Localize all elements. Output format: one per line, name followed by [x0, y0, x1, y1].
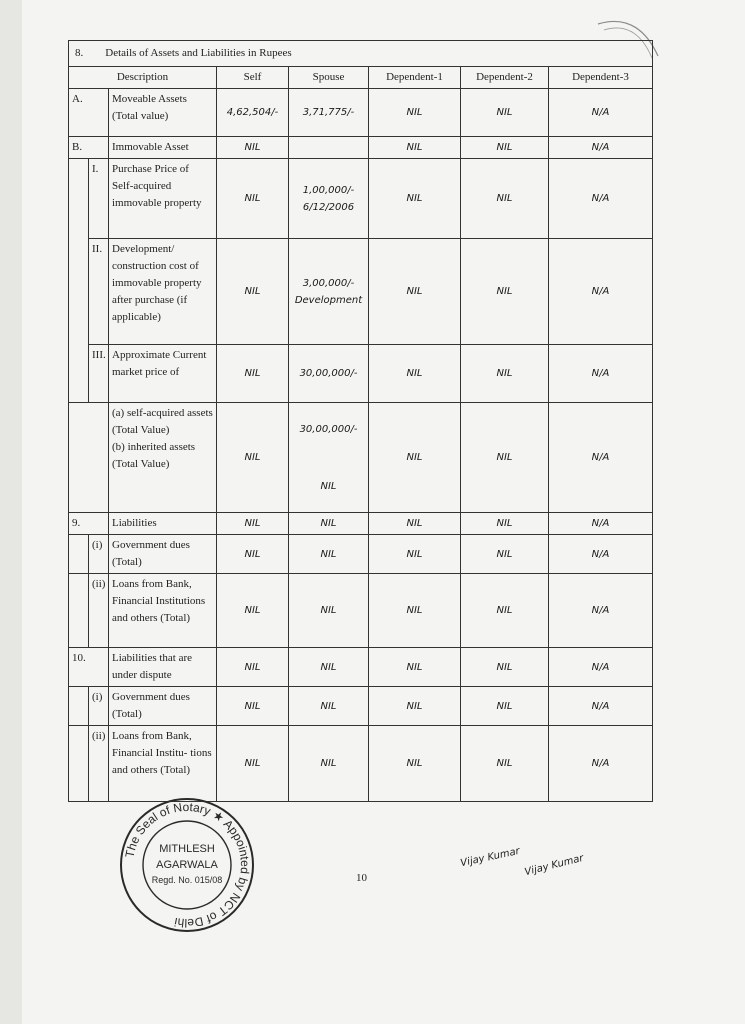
col-spouse: Spouse	[289, 67, 369, 89]
value-spouse: NIL	[289, 726, 369, 802]
row-code: III.	[89, 345, 109, 403]
value-dependent-2: NIL	[461, 726, 549, 802]
value-spouse: 30,00,000/-	[289, 345, 369, 403]
row-label: Moveable Assets (Total value)	[109, 89, 217, 137]
value-dependent-1: NIL	[369, 239, 461, 345]
section-8-title: Details of Assets and Liabilities in Rupees	[105, 47, 292, 59]
column-header-row	[69, 67, 653, 89]
value-dependent-3: N/A	[549, 726, 653, 802]
value-dependent-1: NIL	[369, 574, 461, 648]
value-dependent-3: N/A	[549, 345, 653, 403]
value-self: 4,62,504/-	[217, 89, 289, 137]
row-self-acquired-inherited	[69, 403, 653, 513]
seal-ring-text: The Seal of Notary ★ Appointed by NCT of Delhi	[122, 799, 253, 931]
row-label: Government dues (Total)	[109, 535, 217, 574]
row-liabilities	[69, 513, 653, 535]
value-dependent-2: NIL	[461, 574, 549, 648]
row-label: Government dues (Total)	[109, 687, 217, 726]
value-self: NIL	[217, 648, 289, 687]
value-self: NIL	[217, 574, 289, 648]
value-dependent-3: N/A	[549, 403, 653, 513]
value-dependent-3: N/A	[549, 239, 653, 345]
value-dependent-2: NIL	[461, 687, 549, 726]
row-code: 9.	[69, 513, 109, 535]
value-self: NIL	[217, 403, 289, 513]
row-government-dues-10	[69, 687, 653, 726]
value-dependent-2: NIL	[461, 513, 549, 535]
row-disputed-liabilities	[69, 648, 653, 687]
col-dependent-1: Dependent-1	[369, 67, 461, 89]
row-development-cost	[69, 239, 653, 345]
value-dependent-1: NIL	[369, 513, 461, 535]
value-dependent-2: NIL	[461, 345, 549, 403]
row-immovable-asset	[69, 137, 653, 159]
col-dependent-2: Dependent-2	[461, 67, 549, 89]
value-dependent-3: N/A	[549, 513, 653, 535]
row-government-dues-9	[69, 535, 653, 574]
page-number: 10	[356, 872, 367, 884]
indent-cell	[69, 403, 109, 513]
row-code: I.	[89, 159, 109, 239]
row-code: (ii)	[89, 574, 109, 648]
row-loans-10	[69, 726, 653, 802]
row-label: Loans from Bank, Financial Institutions and others (Total)	[109, 574, 217, 648]
notary-seal	[118, 796, 256, 934]
value-spouse	[289, 403, 369, 513]
value-spouse: NIL	[289, 535, 369, 574]
value-dependent-3: N/A	[549, 159, 653, 239]
label-self-acquired: (a) self-acquired assets (Total Value)	[112, 407, 213, 436]
value-dependent-2: NIL	[461, 137, 549, 159]
value-dependent-3: N/A	[549, 89, 653, 137]
value-dependent-1: NIL	[369, 648, 461, 687]
row-code: (i)	[89, 687, 109, 726]
row-moveable-assets	[69, 89, 653, 137]
value-dependent-1: NIL	[369, 345, 461, 403]
value-self: NIL	[217, 535, 289, 574]
value-spouse: NIL	[289, 687, 369, 726]
row-label: Liabilities	[109, 513, 217, 535]
row-label: Purchase Price of Self-acquired immovable property	[109, 159, 217, 239]
value-dependent-2: NIL	[461, 648, 549, 687]
value-dependent-1: NIL	[369, 403, 461, 513]
value-self: NIL	[217, 687, 289, 726]
value-dependent-2: NIL	[461, 403, 549, 513]
row-label: Development/ construction cost of immovable property after purchase (if applicable)	[109, 239, 217, 345]
value-self: NIL	[217, 159, 289, 239]
col-self: Self	[217, 67, 289, 89]
value-spouse: NIL	[289, 648, 369, 687]
value-dependent-1: NIL	[369, 137, 461, 159]
value-dependent-2: NIL	[461, 89, 549, 137]
value-dependent-3: N/A	[549, 687, 653, 726]
value-self: NIL	[217, 345, 289, 403]
value-self: NIL	[217, 513, 289, 535]
section-8-number: 8.	[75, 47, 84, 59]
row-label: Liabilities that are under dispute	[109, 648, 217, 687]
value-spouse: NIL	[289, 574, 369, 648]
col-dependent-3: Dependent-3	[549, 67, 653, 89]
value-dependent-2: NIL	[461, 159, 549, 239]
indent-cell	[69, 159, 89, 403]
indent-cell	[69, 687, 89, 726]
row-label: Immovable Asset	[109, 137, 217, 159]
signature-1: Vijay Kumar	[459, 845, 521, 870]
row-label	[109, 403, 217, 513]
value-spouse: NIL	[289, 513, 369, 535]
section-8-header	[69, 41, 653, 67]
value-spouse-self-acquired: 30,00,000/-	[299, 423, 358, 435]
page-edge	[0, 0, 22, 1024]
value-dependent-3: N/A	[549, 535, 653, 574]
value-dependent-2: NIL	[461, 239, 549, 345]
value-spouse: 1,00,000/- 6/12/2006	[289, 159, 369, 239]
seal-regd: Regd. No. 015/08	[151, 875, 223, 885]
row-code: (ii)	[89, 726, 109, 802]
row-code: II.	[89, 239, 109, 345]
row-label: Approximate Current market price of	[109, 345, 217, 403]
label-inherited: (b) inherited assets (Total Value)	[112, 441, 196, 470]
row-label: Loans from Bank, Financial Institu- tions and others (Total)	[109, 726, 217, 802]
value-spouse	[289, 137, 369, 159]
value-self: NIL	[217, 137, 289, 159]
row-code: B.	[69, 137, 109, 159]
row-market-price	[69, 345, 653, 403]
value-dependent-1: NIL	[369, 535, 461, 574]
value-dependent-1: NIL	[369, 726, 461, 802]
value-spouse-inherited: NIL	[320, 480, 337, 492]
signature-2: Vijay Kumar	[523, 852, 585, 879]
value-spouse: 3,00,000/- Development	[289, 239, 369, 345]
value-spouse: 3,71,775/-	[289, 89, 369, 137]
row-code: A.	[69, 89, 109, 137]
indent-cell	[69, 535, 89, 574]
value-dependent-3: N/A	[549, 648, 653, 687]
value-self: NIL	[217, 726, 289, 802]
value-dependent-3: N/A	[549, 137, 653, 159]
row-loans-9	[69, 574, 653, 648]
seal-name-2: AGARWALA	[156, 859, 218, 871]
value-dependent-1: NIL	[369, 687, 461, 726]
row-purchase-price	[69, 159, 653, 239]
value-dependent-3: N/A	[549, 574, 653, 648]
row-code: (i)	[89, 535, 109, 574]
seal-name-1: MITHLESH	[159, 843, 215, 855]
value-dependent-1: NIL	[369, 89, 461, 137]
value-dependent-1: NIL	[369, 159, 461, 239]
assets-liabilities-table	[68, 40, 653, 802]
value-self: NIL	[217, 239, 289, 345]
indent-cell	[69, 574, 89, 648]
col-description: Description	[69, 67, 217, 89]
indent-cell	[69, 726, 89, 802]
value-dependent-2: NIL	[461, 535, 549, 574]
row-code: 10.	[69, 648, 109, 687]
